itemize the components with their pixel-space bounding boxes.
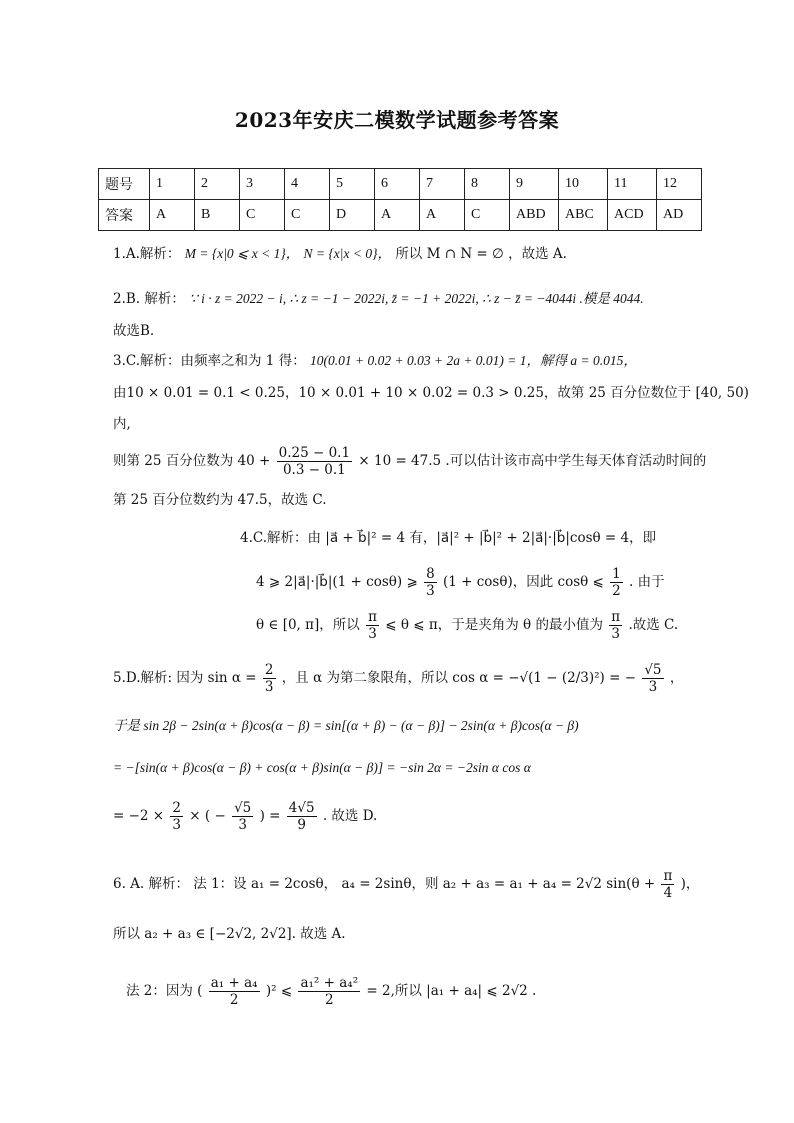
q5-fraction-3 — [170, 800, 183, 833]
table-cell: A — [150, 200, 195, 231]
q5-text: 5.D.解析: 因为 sin α = — [113, 670, 257, 686]
q1-line — [113, 244, 567, 264]
q6-line-2: 所以 a₂ + a₃ ∈ [−2√2, 2√2]. 故选 A. — [113, 926, 346, 942]
q5-fraction-4 — [232, 800, 253, 833]
table-cell: D — [330, 200, 375, 231]
q5-line-4 — [113, 800, 377, 833]
q3-frac-den: 0.3 − 0.1 — [282, 462, 346, 478]
q3-prefix: 3.C.解析：由频率之和为 1 得： — [113, 353, 306, 369]
q6-method2-b: )² ⩽ — [265, 983, 293, 999]
q1-conclusion: 所以 M ∩ N = ∅ ，故选 A. — [395, 246, 567, 262]
q5-frac-den-2: 3 — [648, 679, 658, 695]
q5-frac-num: 2 — [264, 662, 274, 678]
table-cell: 9 — [510, 169, 559, 200]
q4-frac-num-4: π — [611, 609, 621, 625]
q5-frac-den-5: 9 — [297, 817, 306, 833]
q6-frac-den: 4 — [663, 885, 673, 901]
q3-line-4 — [113, 445, 706, 478]
q1-prefix: 1.A.解析： — [113, 246, 181, 262]
q1-set-n: N = {x|x < 0}， — [303, 246, 392, 261]
table-cell: 1 — [150, 169, 195, 200]
q4-frac-den-2: 2 — [612, 583, 621, 599]
q4-text-2: . 由于 — [629, 574, 665, 590]
table-answer-row — [99, 200, 702, 231]
table-cell: 2 — [195, 169, 240, 200]
table-header-label: 题号 — [99, 169, 150, 200]
q5-frac-den-3: 3 — [172, 817, 181, 833]
q6-frac-num-2: a₁ + a₄ — [210, 975, 258, 991]
q4-fraction — [424, 566, 437, 599]
q5-line-1 — [113, 662, 683, 695]
q4-range: θ ∈ [0, π]，所以 — [256, 617, 360, 633]
table-cell: ABD — [510, 200, 559, 231]
q6-text-2: )， — [680, 876, 700, 892]
q5-fraction — [263, 662, 276, 695]
table-cell: C — [240, 200, 285, 231]
table-cell: AD — [657, 200, 702, 231]
q6-fraction — [661, 868, 674, 901]
table-cell: ACD — [608, 200, 657, 231]
q5-frac-num-4: √5 — [234, 800, 252, 816]
q4-frac-num: 8 — [426, 566, 435, 582]
q5-text-3: ， — [669, 670, 684, 686]
q2-line-2: 故选B. — [113, 323, 155, 339]
q4-frac-den: 3 — [426, 583, 435, 599]
q3-text-2: × 10 = 47.5 .可以估计该市高中学生每天体育活动时间的 — [358, 453, 707, 469]
q6-fraction-2 — [209, 975, 260, 1008]
table-cell: 6 — [375, 169, 420, 200]
q6-method2-c: = 2,所以 |a₁ + a₄| ⩽ 2√2 . — [366, 983, 537, 999]
table-header-row — [99, 169, 702, 200]
q5-frac-den-4: 3 — [238, 817, 247, 833]
q5-fraction-2 — [642, 662, 663, 695]
q5-calc-2: × ( − — [189, 808, 226, 824]
q3-line-2: 由10 × 0.01 = 0.1 < 0.25，10 × 0.01 + 10 × 0.02 = 0.3 > 0.25，故第 25 百分位数位于 [40, 50) — [113, 385, 749, 401]
q5-frac-num-5: 4√5 — [288, 800, 315, 816]
q4-frac-den-4: 3 — [611, 626, 620, 642]
q4-fraction-4 — [609, 609, 622, 642]
table-cell: 8 — [465, 169, 510, 200]
q3-equation: 10(0.01 + 0.02 + 0.03 + 2a + 0.01) = 1，解得 a = 0.015， — [310, 353, 637, 368]
q5-frac-den: 3 — [264, 679, 274, 695]
q5-conclusion: . 故选 D. — [322, 808, 378, 824]
q4-ineq: 4 ⩾ 2|a⃗|·|b⃗|(1 + cosθ) ⩾ — [256, 574, 418, 590]
q4-frac-num-2: 1 — [612, 566, 621, 582]
q5-frac-num-3: 2 — [172, 800, 181, 816]
table-cell: 12 — [657, 169, 702, 200]
table-cell: 7 — [420, 169, 465, 200]
answer-table — [98, 168, 702, 231]
q6-frac-den-3: 2 — [324, 992, 334, 1008]
q6-frac-den-2: 2 — [229, 992, 239, 1008]
table-cell: 5 — [330, 169, 375, 200]
q5-frac-num-2: √5 — [644, 662, 662, 678]
q6-line-1 — [113, 868, 699, 901]
q6-fraction-3 — [298, 975, 360, 1008]
q2-prefix: 2.B. 解析： — [113, 291, 185, 307]
table-cell: 4 — [285, 169, 330, 200]
table-cell: A — [375, 200, 420, 231]
page-title: 2023年安庆二模数学试题参考答案 — [234, 108, 560, 132]
q4-line-3 — [256, 609, 678, 642]
q2-body: ∵ i · z = 2022 − i, ∴ z = −1 − 2022i, z̄ = −1 + 2022i, ∴ z − z̄ = −4044i .模是 4044. — [189, 291, 644, 306]
q3-text: 则第 25 百分位数为 40 + — [113, 453, 271, 469]
q4-fraction-2 — [610, 566, 623, 599]
table-cell: C — [465, 200, 510, 231]
q6-frac-num: π — [663, 868, 673, 884]
q5-calc-3: ) = — [259, 808, 281, 824]
q4-text-3: ⩽ θ ⩽ π，于是夹角为 θ 的最小值为 — [385, 617, 603, 633]
q6-frac-num-3: a₁² + a₄² — [300, 975, 359, 991]
table-cell: A — [420, 200, 465, 231]
q5-line-3: = −[sin(α + β)cos(α − β) + cos(α + β)sin(α − β)] = −sin 2α = −2sin α cos α — [113, 760, 531, 775]
q3-line-5: 第 25 百分位数约为 47.5，故选 C. — [113, 492, 327, 508]
q4-line-1: 4.C.解析：由 |a⃗ + b⃗|² = 4 有，|a⃗|² + |b⃗|² + 2|a⃗|·|b⃗|cosθ = 4，即 — [240, 530, 657, 546]
q2-line-1 — [113, 289, 644, 309]
q4-text: (1 + cosθ)，因此 cosθ ⩽ — [442, 574, 604, 590]
q5-text-2: ，且 α 为第二象限角，所以 cos α = −√(1 − (2/3)²) = − — [281, 670, 637, 686]
q3-frac-num: 0.25 − 0.1 — [278, 445, 351, 461]
q4-fraction-3 — [366, 609, 379, 642]
q5-fraction-5 — [287, 800, 317, 833]
table-answer-label: 答案 — [99, 200, 150, 231]
table-cell: B — [195, 200, 240, 231]
q5-calc: = −2 × — [113, 808, 165, 824]
q5-line-2: 于是 sin 2β − 2sin(α + β)cos(α − β) = sin[(α + β) − (α − β)] − 2sin(α + β)cos(α − β) — [113, 718, 579, 733]
table-cell: 11 — [608, 169, 657, 200]
q6-text: 6. A. 解析： 法 1：设 a₁ = 2cosθ， a₄ = 2sinθ，则 a₂ + a₃ = a₁ + a₄ = 2√2 sin(θ + — [113, 876, 656, 892]
q3-line-1 — [113, 351, 637, 371]
q3-line-3: 内, — [113, 416, 131, 432]
table-cell: ABC — [559, 200, 608, 231]
q4-frac-den-3: 3 — [368, 626, 377, 642]
q6-method2: 法 2：因为 ( — [126, 983, 203, 999]
q4-frac-num-3: π — [368, 609, 377, 625]
table-cell: 3 — [240, 169, 285, 200]
q3-fraction — [277, 445, 352, 478]
table-cell: 10 — [559, 169, 608, 200]
table-cell: C — [285, 200, 330, 231]
q4-line-2 — [256, 566, 665, 599]
q6-line-3 — [126, 975, 536, 1008]
q1-set-m: M = {x|0 ⩽ x < 1}， — [184, 246, 300, 261]
q4-text-4: .故选 C. — [628, 617, 679, 633]
